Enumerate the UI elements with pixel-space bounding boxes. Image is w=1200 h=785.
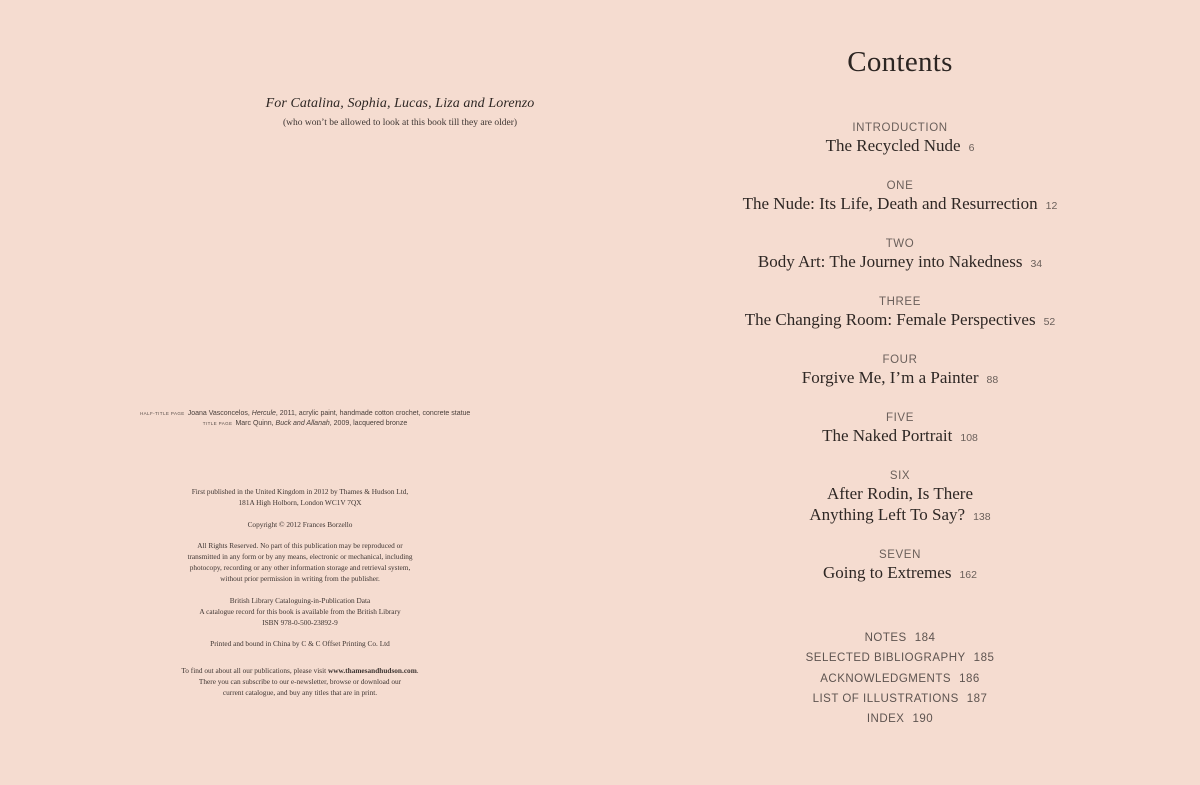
back-matter-list: [700, 628, 1100, 729]
credit-details: , 2011, acrylic paint, handmade cotton crochet, concrete statue: [275, 410, 471, 417]
page-number: 138: [973, 511, 991, 523]
cataloguing-data: British Library Cataloguing-in-Publication Data A catalogue record for this book is available from the British Library ISBN 978-0-500-23892-9: [199, 595, 401, 627]
publication-info: First published in the United Kingdom in 2012 by Thames & Hudson Ltd, 181A High Holborn, London WC1V 7QX: [191, 487, 409, 507]
chapter-number: FIVE: [886, 412, 914, 424]
toc-entry-bibliography: SELECTED BIBLIOGRAPHY 185: [805, 652, 995, 665]
chapter-number: SEVEN: [879, 549, 921, 561]
toc-entry-illustrations: LIST OF ILLUSTRATIONS 187: [812, 692, 988, 705]
chapter-title: Body Art: The Journey into Nakedness: [757, 252, 1023, 271]
toc-entry-six: [700, 469, 1100, 528]
credit-half-title: [140, 409, 470, 419]
dedication-note: (who won’t be allowed to look at this book till they are older): [282, 118, 518, 128]
credit-details: , 2009, lacquered bronze: [329, 420, 408, 427]
toc-entry-two: [700, 237, 1100, 275]
dedication: [100, 96, 700, 128]
chapter-number: INTRODUCTION: [852, 122, 948, 134]
chapter-number: SIX: [889, 470, 911, 482]
contents-heading: Contents: [847, 46, 953, 78]
credit-artist: Marc Quinn,: [235, 420, 276, 427]
chapter-number: FOUR: [882, 354, 918, 366]
page-number: 184: [914, 632, 936, 644]
toc-entry-index: INDEX 190: [866, 713, 934, 726]
credit-artist: Joana Vasconcelos,: [187, 410, 252, 417]
toc-entry-five: [700, 411, 1100, 449]
page-number: 185: [973, 652, 995, 665]
page-number: 162: [959, 569, 977, 581]
chapter-number: TWO: [885, 238, 915, 250]
chapter-title-line-2: Anything Left To Say?: [809, 505, 966, 524]
chapter-title: The Naked Portrait: [822, 426, 953, 445]
credit-caption: HALF-TITLE PAGE: [140, 411, 185, 416]
page-number: 108: [960, 432, 978, 444]
toc-entry-acknowledgments: ACKNOWLEDGMENTS 186: [820, 672, 980, 685]
chapter-number: ONE: [886, 180, 914, 192]
copyright-line: Copyright © 2012 Frances Borzello: [247, 519, 353, 529]
dedication-line: For Catalina, Sophia, Lucas, Liza and Lorenzo: [265, 96, 535, 111]
page-number: 187: [966, 692, 988, 705]
page-number: 186: [959, 672, 980, 685]
website-info: To find out about all our publications, please visit www.thamesandhudson.com. There you can subscribe to our e-newsletter, browse or download our current catalogue, and buy any titles that are in print.: [181, 666, 419, 697]
toc-entry-notes: NOTES 184: [864, 632, 936, 644]
chapter-title: The Nude: Its Life, Death and Resurrection: [742, 194, 1038, 213]
publisher-url: www.thamesandhudson.com: [327, 666, 417, 675]
toc-entry-four: [700, 353, 1100, 391]
toc-entry-three: [700, 295, 1100, 333]
page-number: 6: [968, 142, 975, 154]
credit-caption: TITLE PAGE: [202, 421, 233, 426]
toc-entry-introduction: [700, 121, 1100, 159]
page-number: 52: [1043, 316, 1056, 328]
printing-info: Printed and bound in China by C & C Offset Printing Co. Ltd: [210, 639, 390, 648]
chapter-number: THREE: [879, 296, 921, 308]
toc-entry-seven: [700, 548, 1100, 586]
page-number: 12: [1045, 200, 1058, 212]
page-number: 34: [1030, 258, 1043, 270]
credit-work: Buck and Allanah: [275, 420, 330, 427]
chapter-title: Going to Extremes: [823, 563, 952, 582]
image-credits: [140, 409, 470, 429]
chapter-title: The Changing Room: Female Perspectives: [744, 310, 1036, 329]
page-number: 88: [986, 374, 999, 386]
chapter-title: The Recycled Nude: [825, 136, 961, 155]
table-of-contents: [700, 121, 1100, 606]
chapter-title-line-1: After Rodin, Is There: [826, 484, 974, 503]
rights-statement: All Rights Reserved. No part of this publication may be reproduced or transmitted in any form or by any means, electronic or mechanical, including photocopy, recording or any other information storage and retrieval system, without prior permission in writing from the publisher.: [187, 541, 413, 583]
page-number: 190: [912, 713, 934, 726]
credit-work: Hercule: [251, 410, 276, 417]
credit-title-page: [140, 419, 470, 429]
toc-entry-one: [700, 179, 1100, 217]
copyright-imprint: [120, 486, 480, 709]
chapter-title: Forgive Me, I’m a Painter: [801, 368, 979, 387]
